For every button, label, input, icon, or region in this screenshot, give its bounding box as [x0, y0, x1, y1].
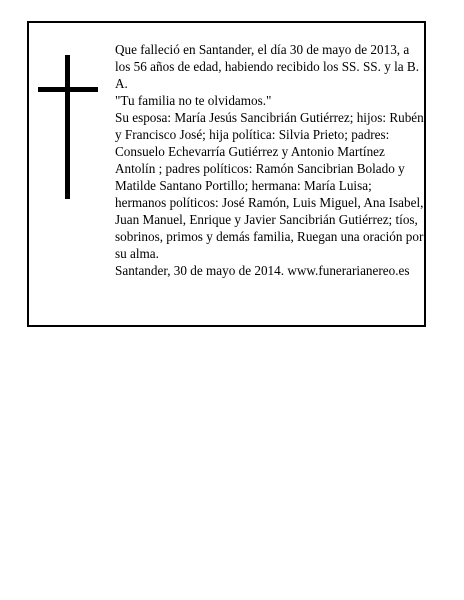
cross-horizontal-bar — [38, 87, 98, 92]
death-statement: Que falleció en Santander, el día 30 de mayo de 2013, a los 56 años de edad, habiendo recibido los SS. SS. y la B. A. — [115, 42, 420, 91]
notice-body — [115, 41, 424, 279]
mourners-list: Su esposa: María Jesús Sancibrián Gutiérrez; hijos: Rubén y Francisco José; hija política: Silvia Prieto; padres: Consuelo Echevarría Gutiérrez y Antonio Martínez Antolín ; padres políticos: Ramón Sancibrian Bolado y Matilde Santano Portillo; hermana: María Luisa; hermanos políticos: José Ramón, Luis Miguel, Ana Isabel, Juan Manuel, Enrique y Javier Sancibrián Gutiérrez; tíos, sobrinos, primos y demás familia, Ruegan una oración por su alma. — [115, 110, 424, 261]
cross-vertical-bar — [65, 55, 70, 199]
place-date-website: Santander, 30 de mayo de 2014. www.funerarianereo.es — [115, 263, 410, 278]
cross-icon — [38, 55, 98, 199]
family-quote: "Tu familia no te olvidamos." — [115, 93, 272, 108]
obituary-notice — [27, 21, 426, 327]
